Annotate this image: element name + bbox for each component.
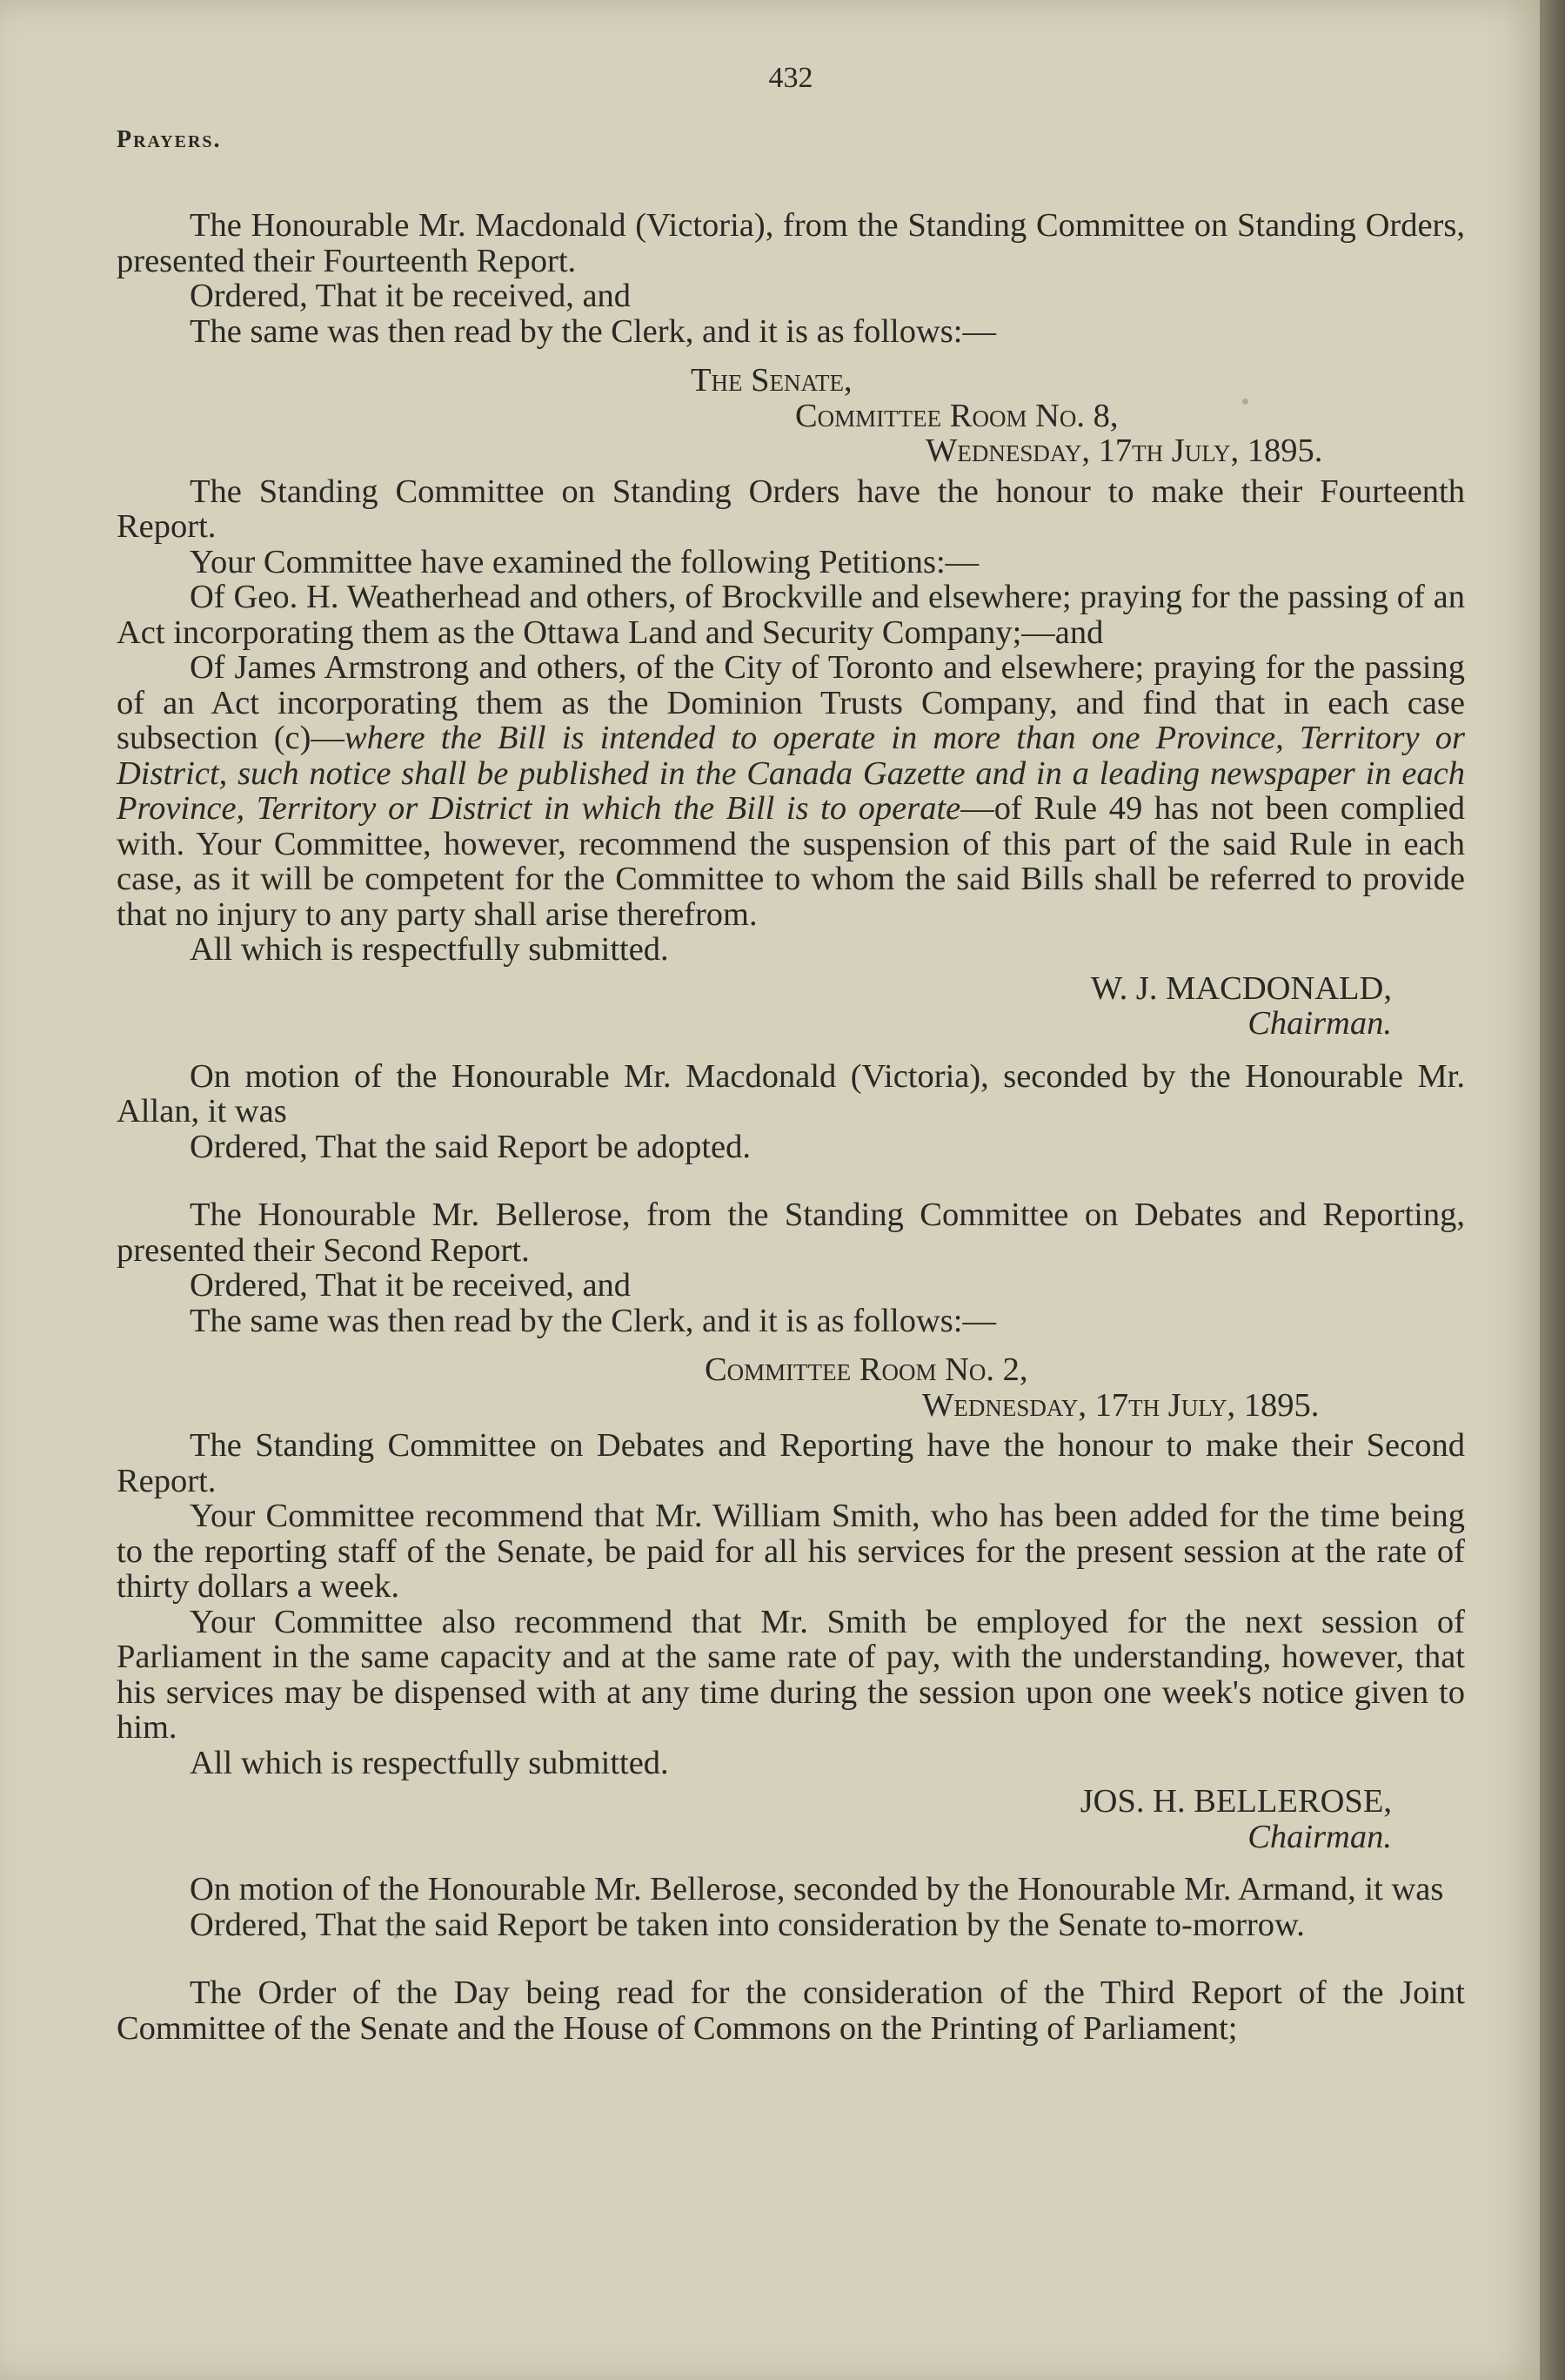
- report1-paragraph-3: Of Geo. H. Weatherhead and others, of Brockville and elsewhere; praying for the passing of an Act incorporating them as the Ottawa Land and Security Company;—and: [117, 579, 1465, 651]
- section-gap: [117, 1942, 1465, 1975]
- report2-address-line-1: Committee Room No. 2,: [705, 1351, 1028, 1388]
- report1-signature-title: Chairman.: [1247, 1005, 1392, 1042]
- report2-intro: The Honourable Mr. Bellerose, from the Standing Committee on Debates and Reporting, presented their Second Report.: [117, 1197, 1465, 1269]
- report2-motion-ordered: Ordered, That the said Report be taken into consideration by the Senate to-morrow.: [190, 1906, 1305, 1943]
- report1-motion-ordered: Ordered, That the said Report be adopted.: [190, 1128, 752, 1165]
- report1-paragraph-4-start: Of James Armstrong and others, of the City of Toronto and elsewhere; praying for the passing of an Act incorporating them as the Dominion Trusts Company, and find that in each case subsection (c)—: [117, 649, 1465, 756]
- report2-address-line-2: Wednesday, 17th July, 1895.: [922, 1386, 1320, 1424]
- report1-intro: The Honourable Mr. Macdonald (Victoria), from the Standing Committee on Standing Orders, presented their Fourteenth Report.: [117, 207, 1465, 279]
- page-edge: [1540, 0, 1565, 2380]
- report1-motion: On motion of the Honourable Mr. Macdonald (Victoria), seconded by the Honourable Mr. Allan, it was: [117, 1057, 1465, 1130]
- report1-read: The same was then read by the Clerk, and it is as follows:—: [190, 312, 996, 350]
- report1-address: [117, 363, 1465, 469]
- report2-motion: On motion of the Honourable Mr. Bellerose, seconded by the Honourable Mr. Armand, it was: [190, 1871, 1444, 1907]
- report1-submitted: All which is respectfully submitted.: [190, 931, 669, 968]
- report2-read: The same was then read by the Clerk, and it is as follows:—: [190, 1302, 996, 1339]
- document-body: [117, 61, 1465, 2046]
- report1-address-line-1: The Senate,: [691, 362, 853, 399]
- report2-paragraph-2: Your Committee recommend that Mr. William Smith, who has been added for the time being to the reporting staff of the Senate, be paid for all his services for the present session at the rate of thirty dollars a week.: [117, 1498, 1465, 1605]
- report1-address-line-2: Committee Room No. 8,: [795, 397, 1119, 434]
- report1-signature: W. J. MACDONALD,: [1090, 969, 1392, 1007]
- report1-ordered: Ordered, That it be received, and: [190, 278, 632, 314]
- report1-address-line-3: Wednesday, 17th July, 1895.: [926, 432, 1323, 469]
- report1-paragraph-2: Your Committee have examined the following Petitions:—: [190, 543, 980, 580]
- report2-paragraph-1: The Standing Committee on Debates and Reporting have the honour to make their Second Report.: [117, 1427, 1465, 1499]
- report1-paragraph-4: [117, 650, 1465, 932]
- report2-address: [117, 1352, 1465, 1423]
- page-number: 432: [768, 62, 813, 94]
- section-gap: [117, 1164, 1465, 1197]
- report2-paragraph-3: Your Committee also recommend that Mr. Smith be employed for the next session of Parliament in the same capacity and at the same rate of pay, with the understanding, however, that his services may be dispensed with at any time during the session upon one week's notice given to him.: [117, 1603, 1465, 1746]
- report1-paragraph-4-end: —of Rule 49 has not been complied with. Your Committee, however, recommend the suspension of this part of the said Rule in each case, as it will be competent for the Committee to whom the said Bills shall be referred to provide that no injury to any party shall arise therefrom.: [117, 790, 1465, 933]
- report2-submitted: All which is respectfully submitted.: [190, 1744, 669, 1781]
- report2-signature-title: Chairman.: [1247, 1818, 1392, 1855]
- report1-paragraph-1: The Standing Committee on Standing Orders have the honour to make their Fourteenth Report.: [117, 473, 1465, 545]
- report2-ordered: Ordered, That it be received, and: [190, 1267, 632, 1304]
- closing-paragraph: The Order of the Day being read for the consideration of the Third Report of the Joint Committee of the Senate and the House of Commons on the Printing of Parliament;: [117, 1974, 1465, 2047]
- report1-rule-quote: where the Bill is intended to operate in more than one Province, Territory or District, such notice shall be published in the Canada Gazette and in a leading newspaper in each Province, Territory or District in which the Bill is to operate: [117, 720, 1465, 827]
- report2-signature: JOS. H. BELLEROSE,: [1080, 1783, 1392, 1820]
- section-heading: Prayers.: [117, 125, 222, 153]
